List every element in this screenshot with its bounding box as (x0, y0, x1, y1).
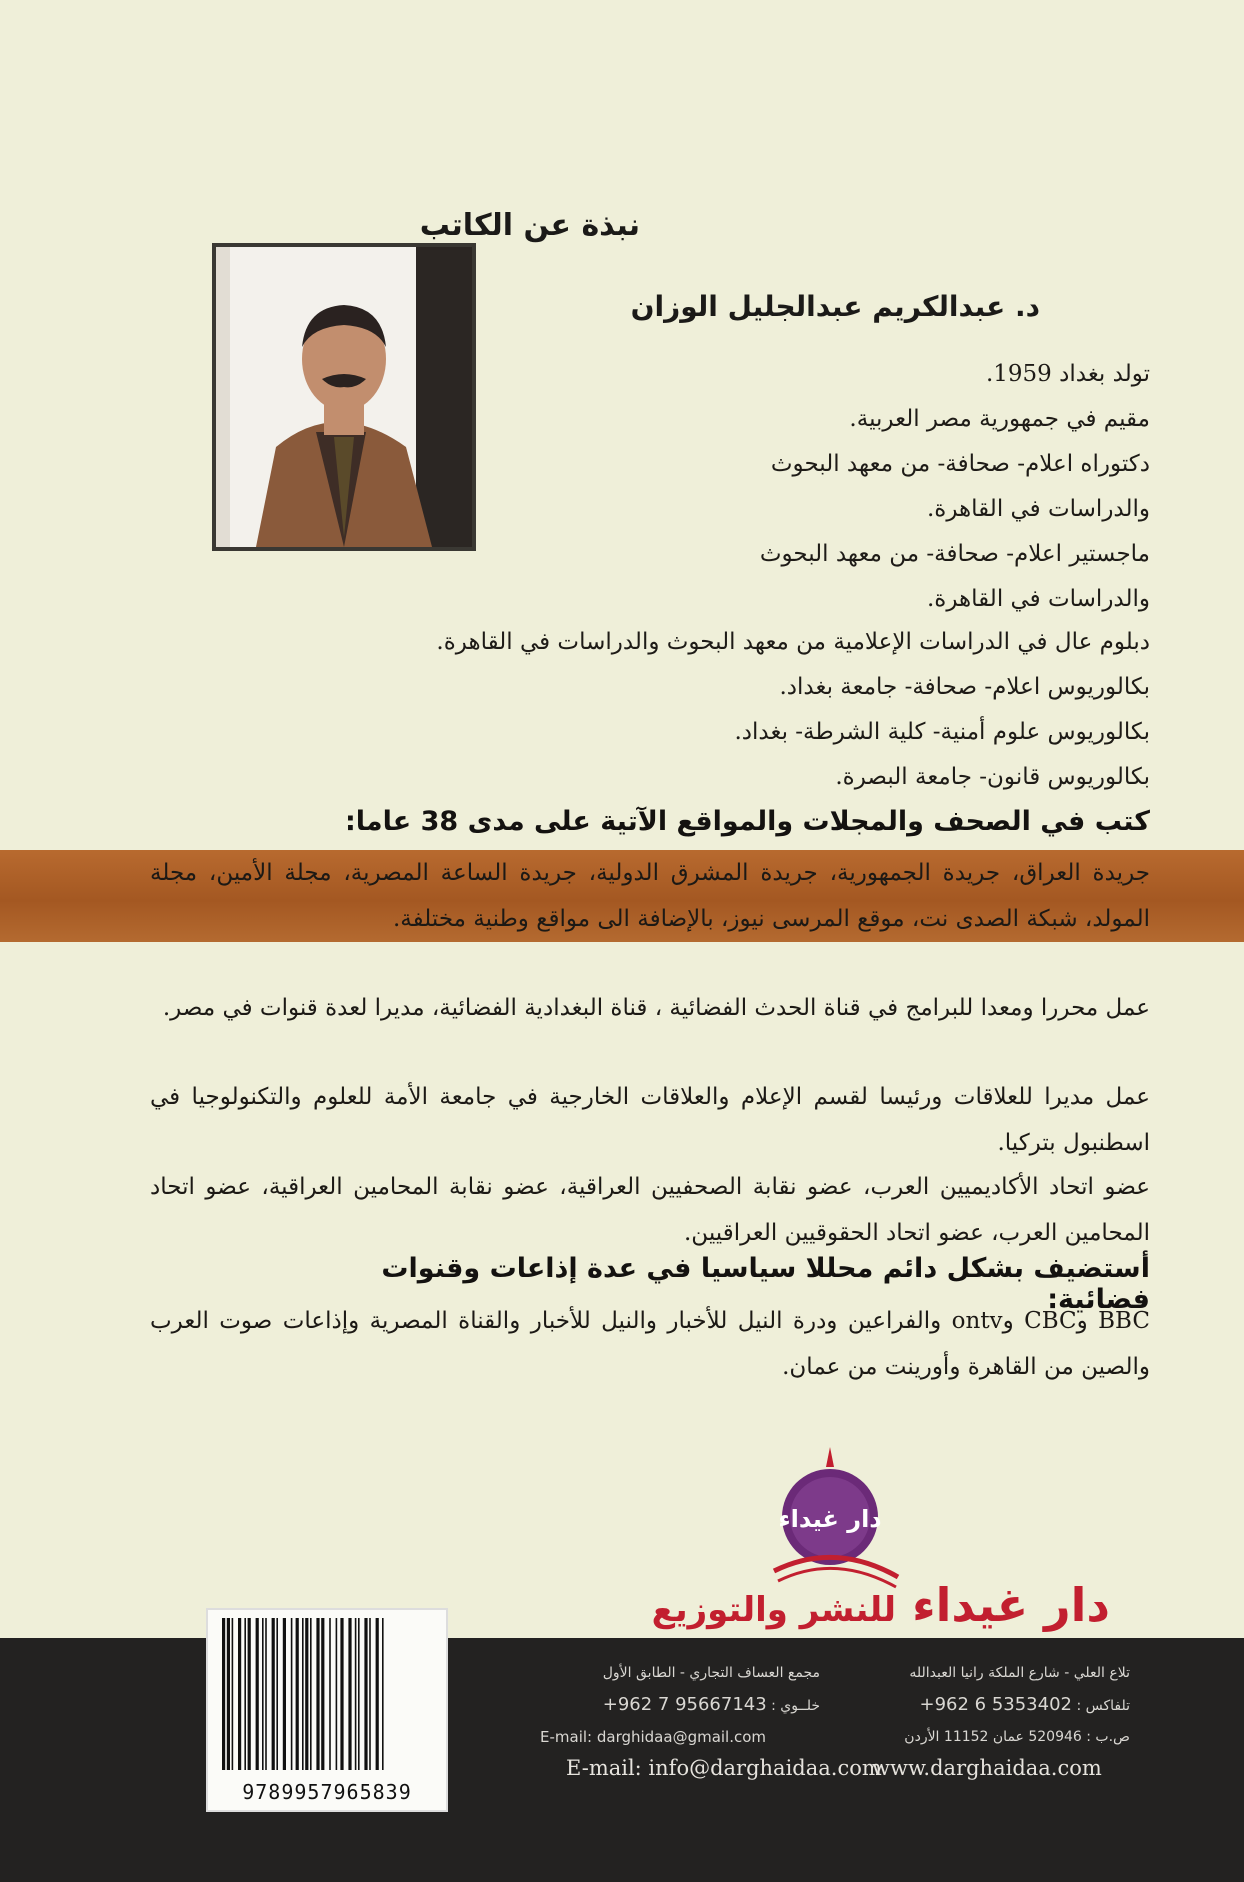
email-gmail[interactable]: E-mail: darghidaa@gmail.com (540, 1728, 767, 1746)
pobox-line: ص.ب : 520946 عمان 11152 الأردن (904, 1729, 1130, 1745)
bio-line: بكالوريوس قانون- جامعة البصرة. (835, 764, 1150, 790)
bio-line: ماجستير اعلام- صحافة- من معهد البحوث (759, 541, 1150, 567)
bio-line: والدراسات في القاهرة. (926, 496, 1150, 522)
address-line: تلاع العلي - شارع الملكة رانيا العبدالله (909, 1665, 1130, 1681)
barcode-bar (316, 1618, 319, 1770)
barcode-bar (244, 1618, 246, 1770)
bio-degrees (200, 620, 1150, 800)
barcode-bar (355, 1618, 357, 1770)
logo-text: دار غيداء (778, 1505, 882, 1533)
barcode-bar (369, 1618, 371, 1770)
publisher-name-main: دار غيداء (912, 1578, 1110, 1632)
barcode-bars (208, 1610, 446, 1774)
bio-line: والدراسات في القاهرة. (926, 586, 1150, 612)
work-text-1: عمل محررا ومعدا للبرامج في قناة الحدث الفضائية ، قناة البغدادية الفضائية، مديرا لعدة قنوات في مصر. (162, 995, 1150, 1021)
barcode-bar (276, 1618, 278, 1770)
publisher-tagline: للنشر والتوزيع (651, 1590, 897, 1630)
barcode-bar (262, 1618, 264, 1770)
barcode-bar (321, 1618, 324, 1770)
address-line: مجمع العساف التجاري - الطابق الأول (602, 1665, 820, 1681)
email-info-link[interactable]: E-mail: info@darghaidaa.com (566, 1756, 882, 1780)
barcode-bar (382, 1618, 384, 1770)
bio-line: دكتوراه اعلام- صحافة- من معهد البحوث (770, 451, 1150, 477)
barcode-bar (248, 1618, 251, 1770)
barcode-bar (376, 1618, 379, 1770)
guest-section-heading: أستضيف بشكل دائم محللا سياسيا في عدة إذاعات وقنوات فضائية: (381, 1253, 1150, 1315)
barcode-bar (336, 1618, 338, 1770)
publisher-logo (770, 1445, 900, 1595)
website-link[interactable]: www.darghaidaa.com (872, 1756, 1102, 1780)
publisher-logo-icon (770, 1445, 900, 1595)
barcode-bar (232, 1618, 234, 1770)
barcode-bar (310, 1618, 312, 1770)
barcode-bar (256, 1618, 259, 1770)
barcode-bar (296, 1618, 299, 1770)
barcode-bar (358, 1618, 360, 1770)
press-outlets-text: جريدة العراق، جريدة الجمهورية، جريدة المشرق الدولية، جريدة الساعة المصرية، مجلة الأمين، مجلة المولد، شبكة الصدى نت، موقع المرسى نيوز، بالإضافة الى مواقع وطنية مختلفة. (150, 860, 1150, 932)
author-name: د. عبدالكريم عبدالجليل الوزان (630, 290, 1040, 323)
telefax-line: تلفاكس : +962 6 5353402 (919, 1694, 1130, 1715)
barcode-bar (222, 1618, 225, 1770)
barcode-bar (283, 1618, 286, 1770)
membership-text: عضو اتحاد الأكاديميين العرب، عضو نقابة الصحفيين العراقية، عضو نقابة المحامين العراقية، عضو اتحاد المحامين العرب، عضو اتحاد الحقوقيين العراقيين. (150, 1174, 1150, 1246)
barcode-bar (302, 1618, 304, 1770)
barcode-bar (272, 1618, 275, 1770)
bio-line: بكالوريوس علوم أمنية- كلية الشرطة- بغداد. (734, 719, 1150, 745)
isbn-barcode (206, 1608, 448, 1812)
barcode-bar (305, 1618, 308, 1770)
barcode-bar (238, 1618, 241, 1770)
bio-line: دبلوم عال في الدراسات الإعلامية من معهد البحوث والدراسات في القاهرة. (436, 629, 1150, 655)
bio-line: بكالوريوس اعلام- صحافة- جامعة بغداد. (779, 674, 1150, 700)
author-portrait-illustration (216, 247, 472, 547)
address-block-left (540, 1657, 820, 1753)
press-section-heading: كتب في الصحف والمجلات والمواقع الآتية على مدى 38 عاما: (344, 806, 1150, 837)
bio-line: تولد بغداد 1959. (985, 361, 1150, 387)
isbn-number: 9789957965839 (242, 1780, 412, 1804)
bio-short (540, 352, 1150, 622)
barcode-bar (227, 1618, 230, 1770)
mobile-line: خلــوي : +962 7 95667143 (602, 1694, 820, 1715)
about-author-heading: نبذة عن الكاتب (419, 208, 640, 243)
barcode-bar (348, 1618, 351, 1770)
barcode-bar (265, 1618, 267, 1770)
barcode-bar (329, 1618, 331, 1770)
work-text-2: عمل مديرا للعلاقات ورئيسا لقسم الإعلام والعلاقات الخارجية في جامعة الأمة للعلوم والتكنولوجيا في اسطنبول بتركيا. (150, 1084, 1150, 1156)
barcode-bar (340, 1618, 343, 1770)
guest-channels-text: BBC وCBC وontv والفراعين ودرة النيل للأخبار والنيل للأخبار والقناة المصرية وإذاعات صوت العرب والصين من القاهرة وأورينت من عمان. (150, 1308, 1150, 1380)
barcode-bar (291, 1618, 293, 1770)
bio-line: مقيم في جمهورية مصر العربية. (849, 406, 1150, 432)
address-block-right (840, 1657, 1130, 1753)
author-photo (212, 243, 476, 551)
barcode-bar (364, 1618, 367, 1770)
publisher-name (520, 1578, 1110, 1632)
